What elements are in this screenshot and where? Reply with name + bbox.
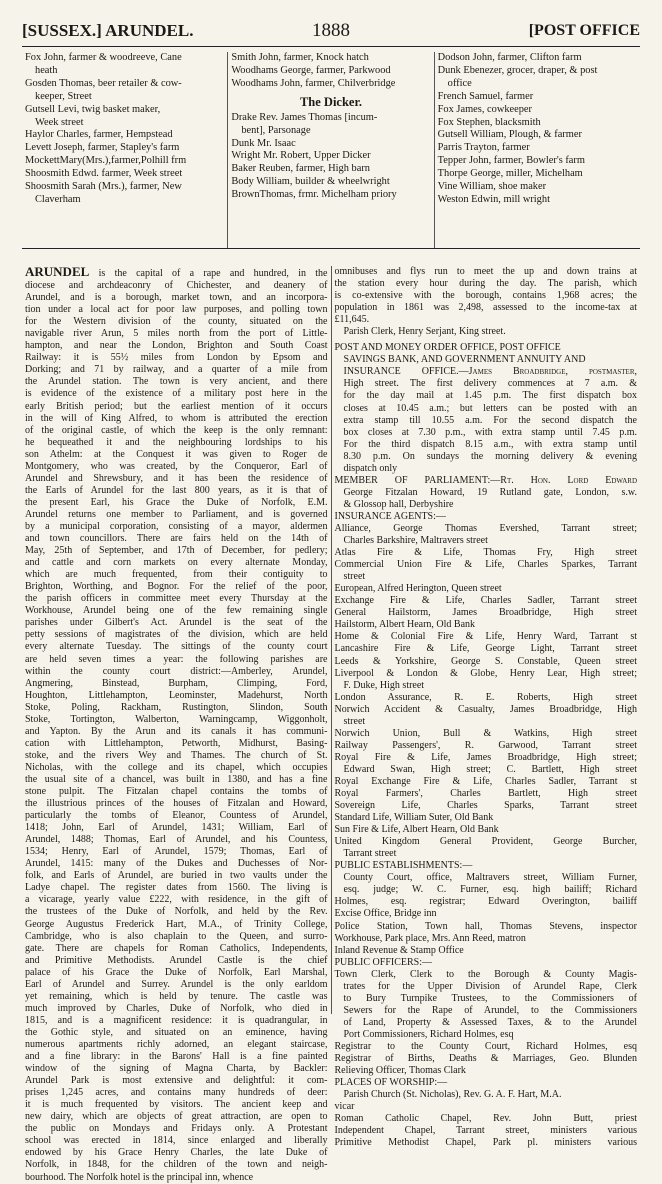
text-line: Montgomery, who was created, by the Conqueror, Earl of <box>25 460 328 472</box>
text-line: navigable river Arun, 5 miles north from the port of Little- <box>25 328 328 340</box>
text-line: Railway Passengers', R. Garwood, Tarrant street <box>334 739 637 751</box>
text-line: the trustees of the Duke of Norfolk, and held by the Rev. <box>25 906 328 918</box>
text-line: Registrar to the County Court, Richard Holmes, esq <box>334 1041 637 1052</box>
directory-entry: office <box>447 77 472 89</box>
text-line: European, Alfred Herington, Queen street <box>334 583 502 595</box>
text-line: gate. There are chapels for Roman Catholics, Independents, <box>25 942 328 954</box>
directory-entry: Dunk Mr. Isaac <box>231 137 296 149</box>
directory-entry: Wright Mr. Robert, Upper Dicker <box>231 150 371 162</box>
text-line: prises 1,245 acres, and contains many hundreds of deer: <box>25 1087 328 1099</box>
directory-entry: bent], Parsonage <box>241 124 311 136</box>
text-line: Norfolk, in 1848, for the children of the town and neigh- <box>25 1159 328 1171</box>
text-line: the present Earl, his Grace the Duke of Norfolk, E.M. <box>25 496 328 508</box>
text-line: Police Station, Town hall, Thomas Stevens, inspector <box>334 920 637 932</box>
text-line: Liverpool & London & Globe, Henry Lear, High street; <box>334 667 637 679</box>
text-line: the Gothic style, and situated on an eminence, having <box>25 1026 328 1038</box>
text-line: Arundel, and is a borough, market town, and an incorpora- <box>25 292 328 304</box>
text-line: Commercial Union Fire & Life, Charles Sparkes, Tarrant <box>334 559 637 571</box>
text-line: is co-extensive with the borough, contains 1,968 acres; the <box>334 290 637 302</box>
text-line: SAVINGS BANK, AND GOVERNMENT ANNUITY AND <box>343 354 586 366</box>
text-line: which are much frequented, from their contiguity to <box>25 569 328 581</box>
description-left-column <box>22 264 331 1183</box>
directory-entry: MockettMary(Mrs.),farmer,Polhill frm <box>25 155 187 167</box>
text-line: stone pulpit. The Fitzalan chapel contains the tombs of <box>25 786 328 798</box>
directory-column-2-bottom <box>231 112 430 202</box>
text-line: Parish Church (St. Nicholas), Rev. G. A. F. Hart, M.A. <box>343 1089 562 1101</box>
text-line: the usual site of a chancel, was built in 1380, and has a fine <box>25 773 328 785</box>
text-line: £11,645. <box>334 314 370 326</box>
text-line: PUBLIC ESTABLISHMENTS:— <box>334 860 473 872</box>
directory-entry: Levett Joseph, farmer, Stapley's farm <box>25 142 180 154</box>
text-line: Nicholas, with the college and its chapel, which occupies <box>25 761 328 773</box>
text-line: Railway: it is 55½ miles from London by Epsom and <box>25 352 328 364</box>
text-line: new dairy, which are objects of great attraction, are open to <box>25 1111 328 1123</box>
text-line: High street. The first delivery commences at 7 a.m. & <box>343 378 637 390</box>
text-line: Arundel Park is most extensive and delightful: it com- <box>25 1075 328 1087</box>
text-line: Royal Fire & Life, James Broadbridge, High street; <box>334 751 637 763</box>
directory-entry: Dodson John, farmer, Clifton farm <box>437 52 582 63</box>
text-line: particularly the tombs of Eleanor, Countess of Arundel, <box>25 810 328 822</box>
text-line: London Assurance, R. E. Roberts, High street <box>334 691 637 703</box>
text-line: stoke, and the rivers Wey and Thames. The church of St. <box>25 749 328 761</box>
text-line: May, 25th of September, and 17th of December, for pedlery; <box>25 545 328 557</box>
text-line: he bequeathed it and the neighbouring lordships to his <box>25 436 328 448</box>
header-county-town: [SUSSEX.] ARUNDEL. <box>22 21 194 40</box>
text-line: George Fitzalan Howard, 19 Rutland gate, London, s.w. <box>343 486 637 498</box>
directory-column-2-top <box>231 52 430 91</box>
directory-entry: Dunk Ebenezer, grocer, draper, & post <box>437 64 598 76</box>
directory-entry: Weston Edwin, mill wright <box>437 193 550 205</box>
text-line: Parish Clerk, Henry Serjant, King street. <box>343 326 506 338</box>
text-line: United Kingdom General Provident, George Burcher, <box>334 836 637 848</box>
text-line: Home & Colonial Fire & Life, Henry Ward, Tarrant st <box>334 631 637 643</box>
text-line: 1815, and is a magnificent residence: it is quadrangular, in <box>25 1014 328 1026</box>
directory-entry: Smith John, farmer, Knock hatch <box>231 52 369 63</box>
lead-word: ARUNDEL <box>25 264 90 279</box>
directory-entry: Gutsell William, Plough, & farmer <box>437 129 582 141</box>
text-line: Ladye chapel. The register dates from 1560. The living is <box>25 882 328 894</box>
text-line: Hailstorm, Albert Hearn, Old Bank <box>334 619 476 631</box>
text-line: POST AND MONEY ORDER OFFICE, POST OFFICE <box>334 342 561 354</box>
text-line: for the day mail at 1.45 p.m. The first dispatch box <box>343 390 637 402</box>
text-line: Royal Farmers', Charles Bartlett, High street <box>334 788 637 800</box>
text-line: and town councillors. There are fairs held on the 14th of <box>25 533 328 545</box>
section-heading-the-dicker: The Dicker. <box>299 94 363 109</box>
text-line: trates for the Upper Division of Arundel Rape, Clerk <box>343 980 637 992</box>
text-line: Workhouse, Park place, Mrs. Ann Reed, matron <box>334 932 526 944</box>
text-line: Inland Revenue & Stamp Office <box>334 944 464 956</box>
directory-listing <box>22 52 640 249</box>
text-line: street <box>343 715 366 727</box>
text-line: Independent Chapel, Tarrant street, ministers various <box>334 1125 637 1137</box>
text-line: much improved by Charles, Duke of Norfolk, who died in <box>25 1002 328 1014</box>
text-line: Edward Swan, High street; C. Bartlett, High street <box>343 763 637 775</box>
directory-entry: Fox James, cowkeeper <box>437 103 533 115</box>
text-line: 1418; John, Earl of Arundel, 1431; William, Earl of <box>25 822 328 834</box>
text-line <box>25 266 328 280</box>
text-line: Tarrant street <box>343 848 397 860</box>
directory-entry: Haylor Charles, farmer, Hempstead <box>25 129 173 141</box>
text-line: population in 1861 was 2,498, assessed to the income-tax at <box>334 302 637 314</box>
text-line: of Land, Property & Assessed Taxes, & to the Arundel <box>343 1016 637 1028</box>
text-line: Atlas Fire & Life, Thomas Fry, High street <box>334 547 637 559</box>
text-line: Stoke, Poling, Rackham, Rustington, Slindon, South <box>25 701 328 713</box>
text-line: Royal Exchange Fire & Life, Charles Sadler, Tarrant st <box>334 775 637 787</box>
text-line: Primitive Methodist Chapel, Park pl. ministers various <box>334 1137 637 1149</box>
text-line: Alliance, George Thomas Evershed, Tarrant street; <box>334 522 637 534</box>
text-line: Sewers for the Rape of Arundel, to the Commissioners <box>343 1004 637 1016</box>
text-line: Norwich Accident & Casualty, James Broadbridge, High <box>334 703 637 715</box>
text-line: Town Clerk, Clerk to the Borough & County Magis- <box>334 968 637 980</box>
text-line: Brighton, Worthing, and Bognor. For the relief of the poor, <box>25 581 328 593</box>
text-line: cation with Littlehampton, Petworth, Midhurst, Basing- <box>25 737 328 749</box>
text-line: and Primitive Methodists. Arundel Castle is the chief <box>25 954 328 966</box>
directory-entry: Shoosmith Sarah (Mrs.), farmer, New <box>25 181 182 193</box>
text-line: and a fine library: in the Barons' Hall is a fine painted <box>25 1051 328 1063</box>
text-line: Arundel, 1415: many of the Dukes and Duchesses of Nor- <box>25 858 328 870</box>
text-line: it is much frequented by visitors. The ancient keep and <box>25 1099 328 1111</box>
directory-entry: heath <box>35 64 58 76</box>
text-line: General Hailstorm, James Broadbridge, High street <box>334 607 637 619</box>
directory-entry: Week street <box>35 116 84 128</box>
text-line: by a municipal corporation, consisting of a mayor, aldermen <box>25 520 328 532</box>
text-line: omnibuses and flys run to meet the up and down trains at <box>334 266 637 277</box>
town-description <box>22 264 640 1183</box>
text-line: is evidence of the existence of a military post here in the <box>25 388 328 400</box>
text-line: PUBLIC OFFICERS:— <box>334 956 433 968</box>
text-line: Exchange Fire & Life, Charles Sadler, Tarrant street <box>334 595 637 607</box>
text-line: Arundel, 1488; Thomas, Earl of Arundel, and his Countess, <box>25 834 328 846</box>
directory-entry: Claverham <box>35 193 81 205</box>
text-line: Earl of Arundel and Surrey. Arundel is the only earldom <box>25 978 328 990</box>
directory-entry: Thorpe George, miller, Michelham <box>437 168 583 180</box>
text-line: 1534; Henry, Earl of Arundel, 1579; Thomas, Earl of <box>25 846 328 858</box>
text-line: in the will of King Alfred, to whom is attributed the erection <box>25 412 328 424</box>
text-line: parishes under Gilbert's Act. Arundel is the seat of the <box>25 617 328 629</box>
directory-column-1 <box>22 52 227 248</box>
directory-entry: Shoosmith Edwd. farmer, Week street <box>25 168 183 180</box>
header-publisher: [POST OFFICE <box>528 22 640 39</box>
text-line: are held seven times a year: the following parishes are <box>25 653 328 665</box>
text-line: and Yapton. By the Arun and its canals it has communi- <box>25 725 328 737</box>
text-line: the Arundel station. The town is very ancient, and there <box>25 376 328 388</box>
text-line: tion under a local act for poor law purposes, and polling town <box>25 304 328 316</box>
text-line: Houghton, Littlehampton, Leominster, Madehurst, North <box>25 689 328 701</box>
text-line: to Bury Turnpike Trustees, to the Commissioners of <box>343 992 637 1004</box>
text-line: George Augustus Frederick Hart, M.A., of Trinity College, <box>25 918 328 930</box>
text-line: County Court, office, Maltravers street, William Furner, <box>343 872 637 884</box>
directory-entry: Parris Trayton, farmer <box>437 142 530 154</box>
text-line: vicar <box>334 1101 355 1113</box>
text-line: Arundel and Shrewsbury, and it has been the residence of <box>25 472 328 484</box>
directory-entry: Body William, builder & wheelwright <box>231 176 390 188</box>
text-line: street <box>343 571 366 583</box>
text-line: Roman Catholic Chapel, Rev. John Butt, priest <box>334 1113 637 1125</box>
text-line: bourhood. The Norfolk hotel is the principal inn, whence <box>25 1171 254 1183</box>
directory-entry: Fox John, farmer & woodreeve, Cane <box>25 52 182 63</box>
directory-entry: keeper, Street <box>35 90 92 102</box>
text-line: early British period; but the earliest mention of it occurs <box>25 400 328 412</box>
text-line: INSURANCE AGENTS:— <box>334 510 446 522</box>
directory-entry: Woodhams John, farmer, Chilverbridge <box>231 77 396 89</box>
text-line: Workhouse, Arundel being one of the few remaining single <box>25 605 328 617</box>
text-line: closes at 10.45 a.m.; but letters can be posted with an <box>343 402 637 414</box>
text-line: PLACES OF WORSHIP:— <box>334 1077 448 1089</box>
text-line: MEMBER OF PARLIAMENT:—Rt. Hon. Lord Edward <box>334 474 637 486</box>
text-line: folk, and Earls of Arundel, are buried in two vaults under the <box>25 870 328 882</box>
running-header <box>22 20 640 47</box>
text-line: extra stamp till 10.55 a.m. For the second dispatch the <box>343 414 637 426</box>
text-line: Norwich Union, Bull & Watkins, High street <box>334 727 637 739</box>
text-line: diocese and archdeaconry of Chichester, and deanery of <box>25 280 328 292</box>
text-line: petty sessions of magistrates of the division, which are held <box>25 629 328 641</box>
text-line: Sovereign Life, Charles Sparks, Tarrant street <box>334 800 637 812</box>
directory-entry: Drake Rev. James Thomas [incum- <box>231 111 378 123</box>
directory-entry: Fox Stephen, blacksmith <box>437 116 541 128</box>
text-line: Angmering, Binstead, Burpham, Climping, Ford, <box>25 677 328 689</box>
text-line: Sun Fire & Life, Albert Hearn, Old Bank <box>334 824 499 836</box>
text-line: Charles Barkshire, Maltravers street <box>343 535 488 547</box>
text-line: son Athelm: at the Conquest it was given to Roger de <box>25 448 328 460</box>
text-line: Holmes, esq. registrar; Edward Overington, bailiff <box>334 896 637 908</box>
text-line: the station every hour during the day. The parish, which <box>334 278 637 290</box>
text-line: window of the signing of Magna Charta, by Backler: <box>25 1063 328 1075</box>
text-line: Excise Office, Bridge inn <box>334 908 437 920</box>
text-line: yet remaining, which is held by tenure. The castle was <box>25 990 328 1002</box>
description-right-column <box>331 266 641 1149</box>
text-line: endowed by his Grace Henry Charles, the late Duke of <box>25 1147 328 1159</box>
header-year: 1888 <box>312 20 350 41</box>
directory-entry: Vine William, shoe maker <box>437 181 547 193</box>
text-line: hampton, and near the London, Brighton and South Coast <box>25 340 328 352</box>
text-line: Registrar of Births, Deaths & Marriages, Geo. Blunden <box>334 1053 637 1065</box>
directory-entry: Gosden Thomas, beer retailer & cow- <box>25 77 182 89</box>
text-line: 8.30 p.m. On sundays the morning delivery & evening <box>343 450 637 462</box>
text-line: for the Western division of the county, situated on the <box>25 316 328 328</box>
text-line: Leeds & Yorkshire, George S. Constable, Queen street <box>334 655 637 667</box>
text-line: Dorking; and 71 by railway, and a quarter of a mile from <box>25 364 328 376</box>
text-line: F. Duke, High street <box>343 679 425 691</box>
text-line: the public on Mondays and Fridays only. A Protestant <box>25 1123 328 1135</box>
left-column-lines <box>25 280 328 1184</box>
text-line: Cambridge, who is also chaplain to the Queen, and surro- <box>25 930 328 942</box>
text-line: Arundel returns one member to Parliament, and is governed <box>25 508 328 520</box>
directory-column-2 <box>227 52 433 248</box>
directory-entry: French Samuel, farmer <box>437 90 534 102</box>
directory-column-3 <box>434 52 640 248</box>
text-line: Stoke, Tortington, Walberton, Warningcamp, Wiggonholt, <box>25 713 328 725</box>
directory-entry: BrownThomas, frmr. Michelham priory <box>231 189 397 201</box>
directory-entry: Baker Reuben, farmer, High barn <box>231 163 370 175</box>
text-line: box closes at 7.30 p.m., with extra stamp until 7.45 p.m. <box>343 426 637 438</box>
directory-entry: Tepper John, farmer, Bowler's farm <box>437 155 585 167</box>
text-line: the Earls of Arundel for the last 800 years, as it is that of <box>25 484 328 496</box>
text-line: Relieving Officer, Thomas Clark <box>334 1065 466 1077</box>
first-line-rest: is the capital of a rape and hundred, in the <box>89 268 328 279</box>
text-line: numerous apartments richly adorned, an elegant staircase, <box>25 1039 328 1050</box>
text-line: Standard Life, William Suter, Old Bank <box>334 812 494 824</box>
text-line: the parish officers in committee meet every Thursday at the <box>25 593 328 605</box>
text-line: a vicarage, yearly value £222, with residence, in the gift of <box>25 894 328 906</box>
text-line: For the third dispatch 8.15 a.m., with extra stamp until <box>343 438 637 450</box>
text-line: INSURANCE OFFICE.—James Broadbridge, postmaster, <box>343 366 637 378</box>
text-line: the illustrious princes of the houses of Fitzalan and Howard, <box>25 798 328 810</box>
directory-entry: Woodhams George, farmer, Parkwood <box>231 64 391 76</box>
text-line: palace of his Grace the Duke of Norfolk, Earl Marshal, <box>25 966 328 978</box>
text-line: within the county court district:—Amberley, Arundel, <box>25 665 328 677</box>
text-line: of the original castle, of which the keep is the only remnant: <box>25 424 328 436</box>
text-line: esq. judge; W. C. Furner, esq. high bailiff; Richard <box>343 884 637 896</box>
text-line: dispatch only <box>343 462 398 474</box>
text-line: every alternate Tuesday. The sittings of the county court <box>25 641 328 653</box>
text-line: Port Commissioners, Richard Holmes, esq <box>343 1028 514 1040</box>
text-line: Lancashire Fire & Life, George Light, Tarrant street <box>334 643 637 655</box>
text-line: and cattle and corn markets on every alternate Monday, <box>25 557 328 569</box>
text-line: & Glossop hall, Derbyshire <box>343 498 454 510</box>
text-line: school was erected in 1814, since enlarged and liberally <box>25 1135 328 1147</box>
directory-entry: Gutsell Levi, twig basket maker, <box>25 103 161 115</box>
